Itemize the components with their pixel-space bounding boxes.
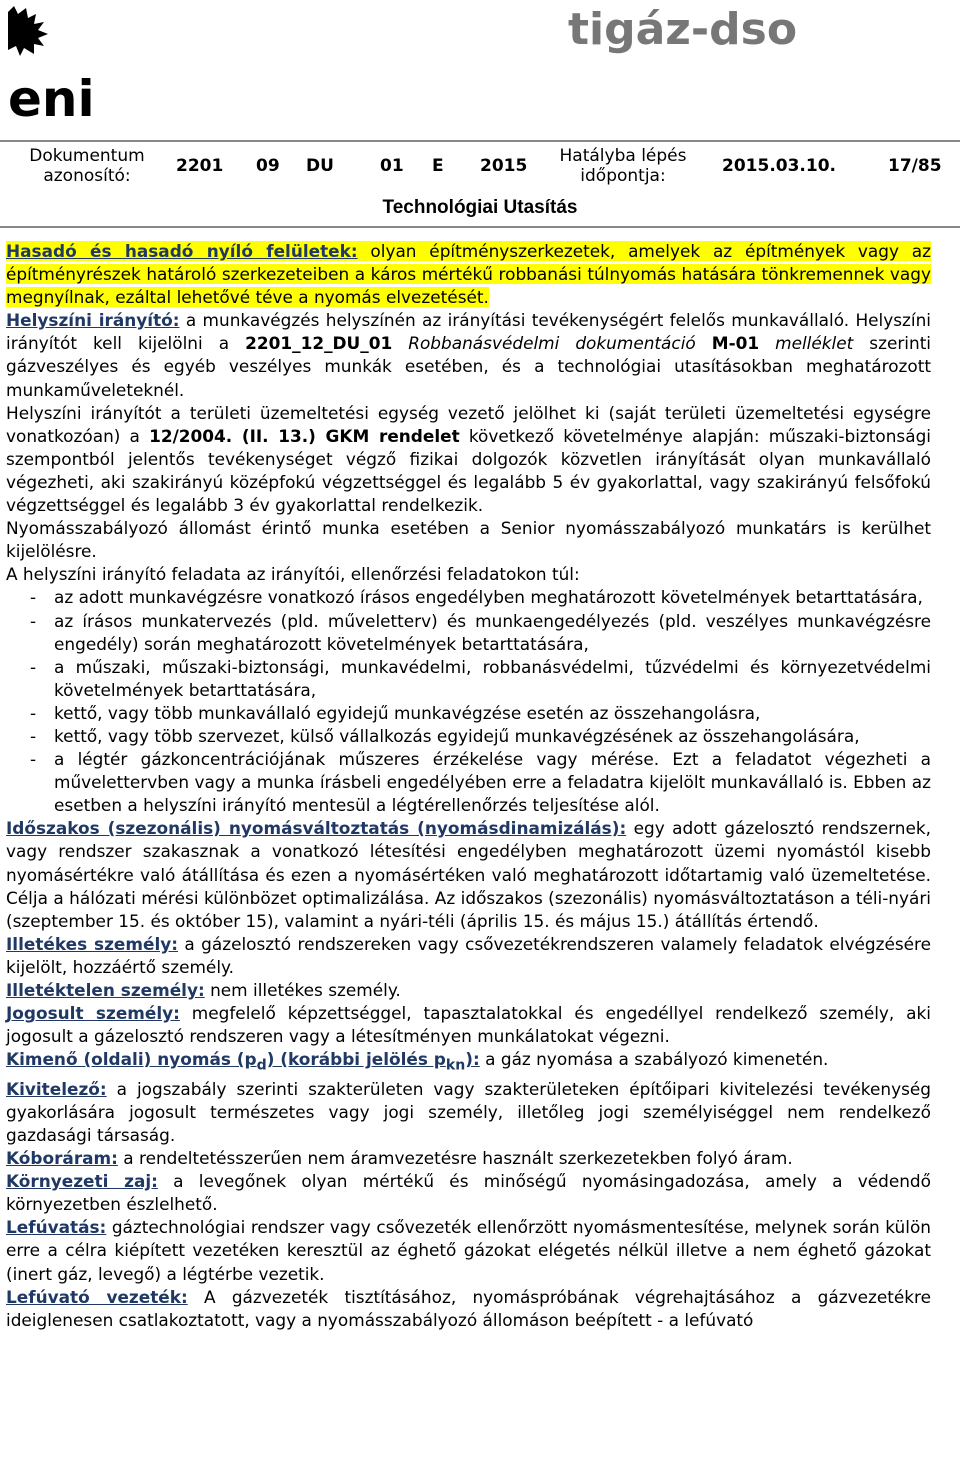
- header-bottom-rule: [0, 226, 960, 228]
- definition-paragraph: Hasadó és hasadó nyíló felületek: olyan építményszerkezetek, amelyek az építmények vagy az építményrészek határoló szerkezeteiben a káros mértékű robbanási túlnyomás hatására tönkremennek vagy megnyílnak, ezáltal lehetővé téve a nyomás elvezetését.: [6, 241, 931, 308]
- doc-code-4: 01: [380, 156, 404, 176]
- list-item: - a légtér gázkoncentrációjának műszeres érzékelése vagy mérése. Ezt a feladatot végezheti a művelettervben vagy a munka írásbeli engedélyében erre a feladatra kijelölt munkavállaló is. Ebben az esetben a helyszíni irányító mentesül a légtérellenőrzés teljesítése alól.: [30, 749, 931, 816]
- list-item: - a műszaki, műszaki-biztonsági, munkavédelmi, robbanásvédelmi, tűzvédelmi és környezetvédelmi követelmények betarttatására,: [30, 656, 931, 700]
- tigaz-dso-logo: [566, 2, 798, 55]
- definition-paragraph: Időszakos (szezonális) nyomásváltoztatás (nyomásdinamizálás): egy adott gázelosztó rendszernek, vagy rendszer szakasznak a vonatkozó létesítési engedélyben meghatározott üzemi nyomástól kisebb nyomásértékre való átállítása és ezen a nyomásértéken való meghatározott időtartamig való üzemeltetése. Célja a hálózati mérési különbözet optimalizálása. Az időszakos (szezonális) nyomásváltoztatáson a téli-nyári (szeptember 15. és október 15), valamint a nyári-téli (április 15. és május 15.) átállítás értendő.: [6, 818, 931, 931]
- definition-paragraph: Környezeti zaj: a levegőnek olyan mértékű és minőségű nyomásingadozása, amely a védendő környezetben észlelhető.: [6, 1171, 931, 1215]
- paragraph: Nyomásszabályozó állomást érintő munka esetében a Senior nyomásszabályozó munkatárs is kerülhet kijelölésre.: [6, 518, 931, 562]
- page-number: 17/85: [888, 156, 942, 176]
- term: Helyszíni irányító:: [6, 310, 180, 331]
- effective-date-label: Hatályba lépés időpontja:: [559, 146, 687, 186]
- definition-paragraph: Kóboráram: a rendeltetésszerűen nem áramvezetésre használt szerkezetekben folyó áram.: [6, 1148, 793, 1169]
- paragraph: Helyszíni irányítót a területi üzemeltetési egység vezető jelölhet ki (saját területi üzemeltetési egységre vonatkozóan) a 12/2004. (II. 13.) GKM rendelet következő követelménye alapján: műszaki-biztonsági szempontból jelentős tevékenységet végző fizikai dolgozók közvetlen irányítását olyan munkavállaló végezheti, aki szakirányú középfokú végzettséggel és legalább 5 év gyakorlattal, vagy szakirányú felsőfokú végzettséggel és legalább 3 év gyakorlattal rendelkezik.: [6, 402, 931, 516]
- definition-paragraph: Jogosult személy: megfelelő képzettséggel, tapasztalatokkal és engedéllyel rendelkező személy, aki jogosult a gázelosztó rendszeren vagy a létesítményen munkálatokat végezni.: [6, 1003, 931, 1047]
- term: Hasadó és hasadó nyíló felületek:: [6, 241, 358, 261]
- header-top-rule: [0, 140, 960, 142]
- definition-paragraph: Kimenő (oldali) nyomás $(p_d)$ (korábbi jelölés $p_{kn}$): a gáz nyomása a szabályozó kimenetén.: [6, 1049, 829, 1074]
- document-title: Technológiai Utasítás: [382, 197, 578, 218]
- definition-paragraph: Illetéktelen személy: nem illetékes személy.: [6, 980, 401, 1000]
- definition-paragraph: Helyszíni irányító: a munkavégzés helyszínén az irányítási tevékenységért felelős munkavállaló. Helyszíni irányítót kell kijelölni a 2201_12_DU_01 Robbanásvédelmi dokumentáció M-01 melléklet szerinti gázveszélyes és egyéb veszélyes munkák esetében, és a technológiai utasításokban meghatározott munkaműveleteknél.: [6, 310, 932, 400]
- doc-code-6: 2015: [480, 156, 528, 176]
- list-item: - az adott munkavégzésre vonatkozó írásos engedélyben meghatározott követelmények betarttatására,: [30, 587, 923, 608]
- eni-logo: [4, 4, 95, 128]
- doc-id-label: Dokumentum azonosító:: [29, 146, 145, 186]
- list-item: - kettő, vagy több szervezet, külső vállalkozás egyidejű munkavégzésének az összehangolására,: [30, 725, 860, 746]
- effective-date: 2015.03.10.: [722, 156, 837, 176]
- paragraph: A helyszíni irányító feladata az irányítói, ellenőrzési feladatokon túl:: [6, 564, 580, 585]
- doc-code-1: 2201: [176, 156, 224, 176]
- document-body: [6, 240, 931, 1332]
- definition-paragraph: Lefúvató vezeték: A gázvezeték tisztításához, nyomáspróbának végrehajtásához a gázvezetékre ideiglenesen csatlakoztatott, vagy a nyomásszabályozó állomáson beépített - a lefúvató: [6, 1286, 931, 1330]
- definition-paragraph: Lefúvatás: gáztechnológiai rendszer vagy csővezeték ellenőrzött nyomásmentesítése, melynek során külön erre a célra kiépített vezetéken keresztül az éghető gázokat elégetés nélkül illetve a nem éghető gázokat (inert gáz, levegő) a légtérbe vezetik.: [6, 1217, 931, 1284]
- list-item: - kettő, vagy több munkavállaló egyidejű munkavégzése esetén az összehangolásra,: [30, 702, 761, 723]
- doc-code-5: E: [432, 156, 444, 176]
- doc-code-2: 09: [256, 156, 280, 176]
- svg-text:eni: eni: [8, 70, 95, 128]
- list-item: - az írásos munkatervezés (pld. műveletterv) és munkaengedélyezés (pld. veszélyes munkavégzésre engedély) során meghatározott követelmények betarttatására,: [30, 610, 931, 654]
- definition-paragraph: Illetékes személy: a gázelosztó rendszereken vagy csővezetékrendszeren valamely feladatok elvégzésére kijelölt, hozzáértő személy.: [6, 933, 931, 977]
- svg-text:tigáz-dso: tigáz-dso: [568, 4, 798, 55]
- definition-paragraph: Kivitelező: a jogszabály szerinti szakterületen vagy szakterületeken építőipari kivitelezési tevékenység gyakorlására jogosult természetes vagy jogi személy, illetőleg jogi személyiséggel nem rendelkező gazdasági társaság.: [6, 1078, 931, 1145]
- doc-code-3: DU: [306, 156, 334, 176]
